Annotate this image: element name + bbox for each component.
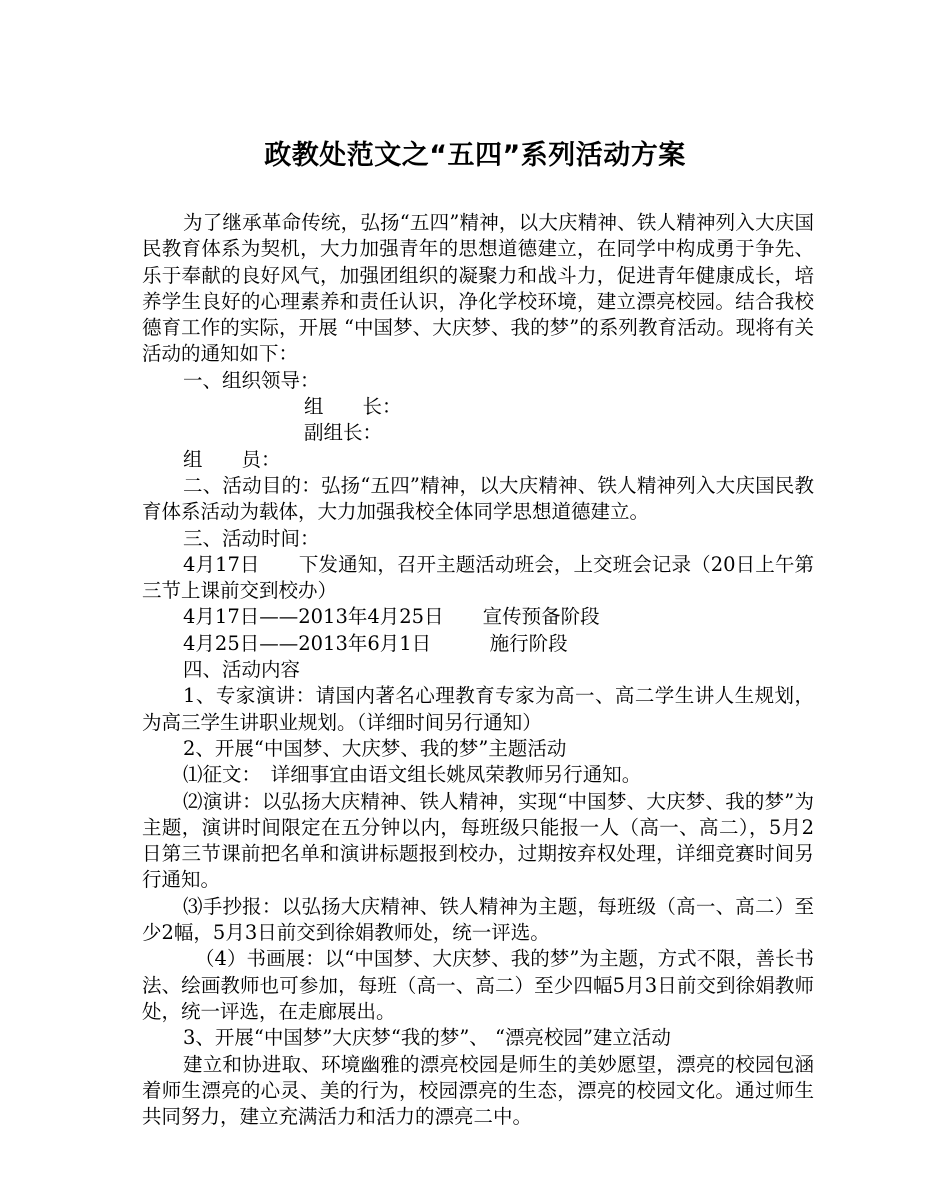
intro-paragraph: 为了继承革命传统，弘扬“五四”精神，以大庆精神、铁人精神列入大庆国民教育体系为契机，大力加强青年的思想道德建立，在同学中构成勇于争先、乐于奉献的良好风气，加强团组织的凝聚力和战斗力，促进青年健康成长，培养学生良好的心理素养和责任认识，净化学校环境，建立漂亮校园。结合我校德育工作的实际，开展 “中国梦、大庆梦、我的梦”的系列教育活动。现将有关活动的通知如下： xyxy=(142,211,814,366)
schedule-item: 4月25日——2013年6月1日 施行阶段 xyxy=(183,631,568,655)
content-item: 1、专家演讲：请国内著名心理教育专家为高一、高二学生讲人生规划，为高三学生讲职业规划。（详细时间另行通知） xyxy=(142,684,814,734)
section-heading-time: 三、活动时间： xyxy=(183,526,320,550)
deputy-leader-line: 副组长： xyxy=(304,421,383,445)
content-item: 2、开展“中国梦、大庆梦、我的梦”主题活动 xyxy=(183,736,567,760)
section-purpose: 二、活动目的：弘扬“五四”精神，以大庆精神、铁人精神列入大庆国民教育体系活动为载体，大力加强我校全体同学思想道德建立。 xyxy=(142,473,814,524)
closing-paragraph: 建立和协进取、环境幽雅的漂亮校园是师生的美妙愿望，漂亮的校园包涵着师生漂亮的心灵、美的行为，校园漂亮的生态，漂亮的校园文化。通过师生共同努力，建立充满活力和活力的漂亮二中。 xyxy=(142,1052,814,1129)
document-body xyxy=(142,210,814,1130)
section-heading-content: 四、活动内容 xyxy=(183,658,301,682)
document-title: 政教处范文之“五四”系列活动方案 xyxy=(264,140,686,171)
schedule-item: 4月17日 下发通知，召开主题活动班会，上交班会记录（20日上午第三节上课前交到校办） xyxy=(142,552,814,603)
schedule-item: 4月17日——2013年4月25日 宣传预备阶段 xyxy=(183,605,600,629)
content-item: 3、开展“中国梦”大庆梦“我的梦”、 “漂亮校园”建立活动 xyxy=(183,1026,671,1050)
section-heading-organization: 一、组织领导： xyxy=(183,368,320,392)
group-leader-line: 组 长： xyxy=(304,395,402,419)
content-subitem: ⑵演讲：以弘扬大庆精神、铁人精神，实现“中国梦、大庆梦、我的梦”为主题，演讲时间限定在五分钟以内，每班级只能报一人（高一、高二），5月2日第三节课前把名单和演讲标题报到校办，过期按弃权处理，详细竞赛时间另行通知。 xyxy=(142,789,814,892)
content-subitem: ⑴征文： 详细事宜由语文组长姚凤荣教师另行通知。 xyxy=(183,763,642,787)
group-member-line: 组 员： xyxy=(183,447,281,471)
content-subitem: ⑶手抄报：以弘扬大庆精神、铁人精神为主题，每班级（高一、高二）至少2幅，5月3日前交到徐娟教师处，统一评选。 xyxy=(142,894,814,945)
content-subitem: （4）书画展：以“中国梦、大庆梦、我的梦”为主题，方式不限，善长书法、绘画教师也可参加，每班（高一、高二）至少四幅5月3日前交到徐娟教师处，统一评选，在走廊展出。 xyxy=(142,947,814,1023)
